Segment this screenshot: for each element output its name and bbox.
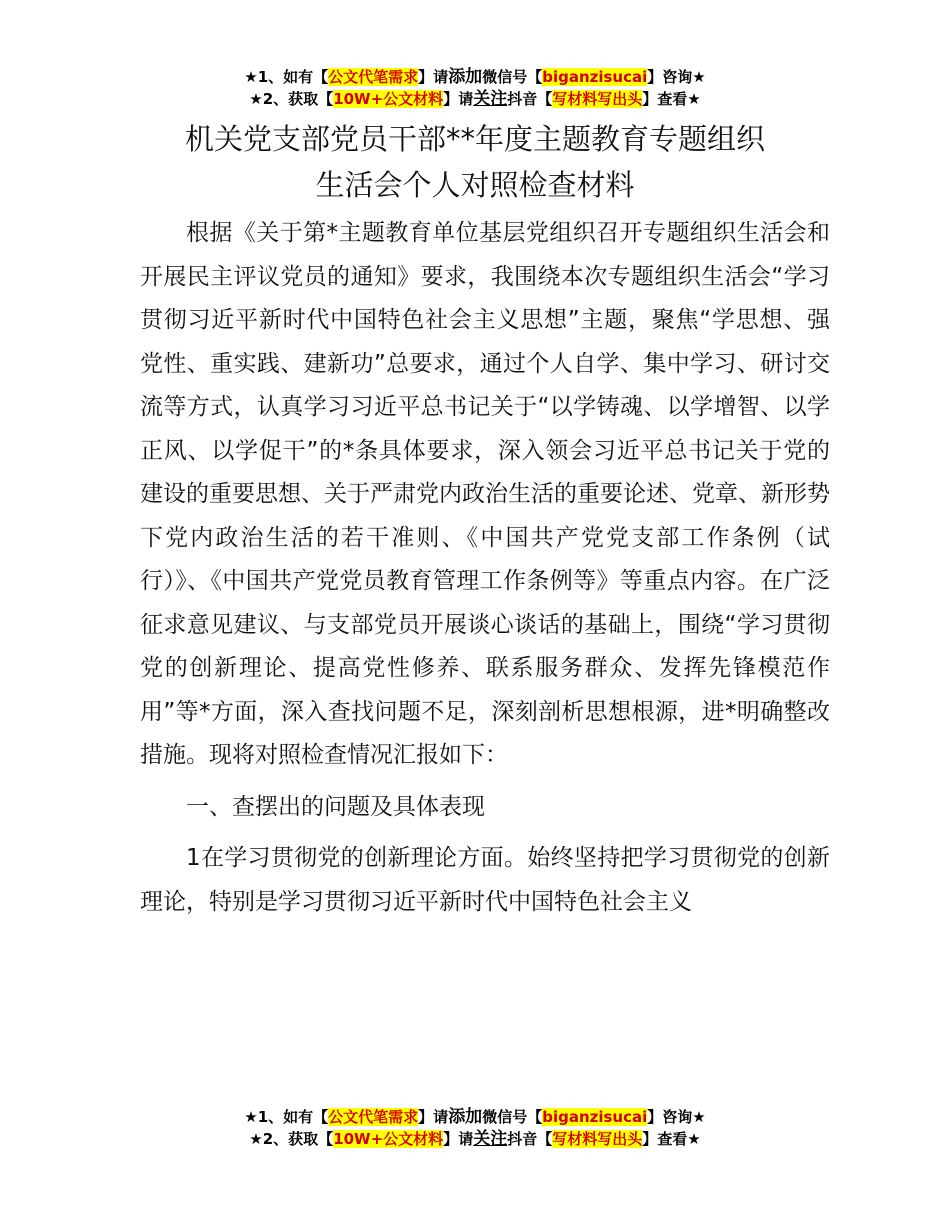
item-1-paragraph: 1在学习贯彻党的创新理论方面。始终坚持把学习贯彻党的创新理论，特别是学习贯彻习近平新时代中国特色社会主义 bbox=[140, 845, 830, 915]
footer-promo-line-1: ★1、如有【公文代笔需求】请添加微信号【biganzisucai】咨询★ bbox=[244, 1107, 706, 1127]
intro-paragraph: 根据《关于第*主题教育单位基层党组织召开专题组织生活会和开展民主评议党员的通知》要求，我围绕本次专题组织生活会“学习贯彻习近平新时代中国特色社会主义思想”主题，聚焦“学思想、强党性、重实践、建新功”总要求，通过个人自学、集中学习、研讨交流等方式，认真学习习近平总书记关于“以学铸魂、以学增智、以学正风、以学促干”的*条具体要求，深入领会习近平总书记关于党的建设的重要思想、关于严肃党内政治生活的重要论述、党章、新形势下党内政治生活的若干准则、《中国共产党党支部工作条例（试行）》、《中国共产党党员教育管理工作条例等》等重点内容。在广泛征求意见建议、与支部党员开展谈心谈话的基础上，围绕“学习贯彻党的创新理论、提高党性修养、联系服务群众、发挥先锋模范作用”等*方面，深入查找问题不足，深刻剖析思想根源，进*明确整改措施。现将对照检查情况汇报如下： bbox=[140, 220, 830, 768]
footer-tag-wechat-id: biganzisucai bbox=[542, 1108, 648, 1126]
section-heading: 一、查摆出的问题及具体表现 bbox=[186, 793, 485, 820]
header-promo-line-2: ★2、获取【10W+公文材料】请关注抖音【写材料写出头】查看★ bbox=[249, 89, 701, 109]
header-promo-banner bbox=[0, 66, 950, 110]
footer-tag-materials: 10W+公文材料 bbox=[333, 1130, 444, 1148]
footer-tag-writing-service: 公文代笔需求 bbox=[328, 1108, 419, 1126]
document-body bbox=[140, 212, 830, 924]
header-tag-douyin-account: 写材料写出头 bbox=[552, 90, 643, 108]
header-tag-wechat-id: biganzisucai bbox=[542, 68, 648, 86]
document-title-line-1: 机关党支部党员干部**年度主题教育专题组织 bbox=[184, 122, 765, 156]
footer-promo-line-2: ★2、获取【10W+公文材料】请关注抖音【写材料写出头】查看★ bbox=[249, 1129, 701, 1149]
footer-promo-banner bbox=[0, 1106, 950, 1150]
header-tag-materials: 10W+公文材料 bbox=[333, 90, 444, 108]
document-title bbox=[0, 116, 950, 208]
header-promo-line-1: ★1、如有【公文代笔需求】请添加微信号【biganzisucai】咨询★ bbox=[244, 67, 706, 87]
header-tag-writing-service: 公文代笔需求 bbox=[328, 68, 419, 86]
document-title-line-2: 生活会个人对照检查材料 bbox=[315, 168, 635, 202]
footer-tag-douyin-account: 写材料写出头 bbox=[552, 1130, 643, 1148]
